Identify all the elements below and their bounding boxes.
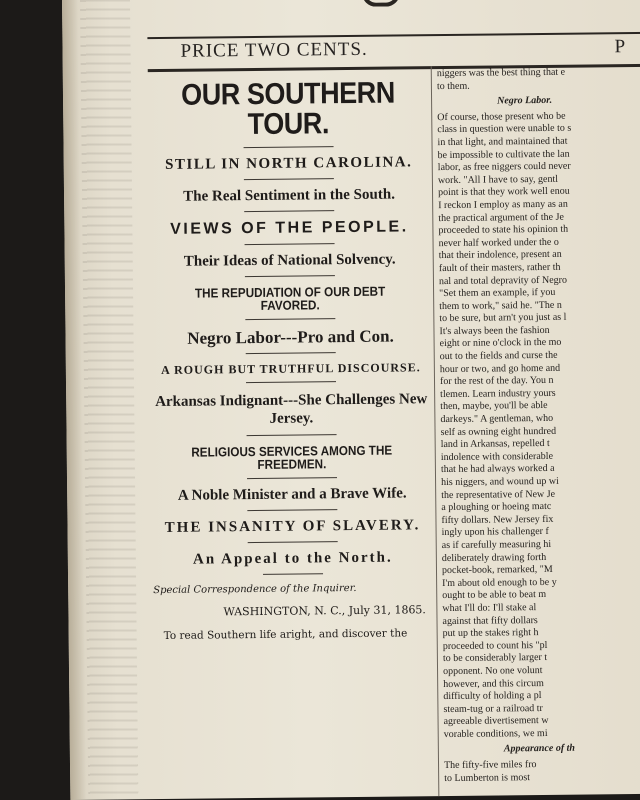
headline-main: OUR SOUTHERN TOUR.	[181, 76, 395, 142]
masthead-edge-text: P	[614, 36, 626, 58]
text-line: a ploughing or hoeing matc	[441, 501, 552, 514]
divider	[248, 541, 338, 543]
headline-deck: A Noble Minister and a Brave Wife.	[177, 485, 407, 504]
headline-deck: VIEWS OF THE PEOPLE.	[170, 218, 409, 238]
text-line: tlemen. Learn industry yours	[440, 387, 556, 400]
text-line: be impossible to cultivate the lan	[437, 148, 570, 161]
text-line: indolence with considerable	[440, 450, 554, 463]
text-line: self as owning eight hundred	[440, 425, 557, 438]
price-line: PRICE TWO CENTS.	[180, 38, 368, 62]
text-line: eight or nine o'clock in the mo	[439, 337, 562, 350]
divider	[247, 509, 337, 511]
divider	[244, 146, 334, 148]
text-line: deliberately drawing forth	[441, 551, 547, 564]
subhead: Appearance of th	[503, 743, 576, 755]
text-line: steam-tug or a railroad tr	[443, 702, 543, 715]
divider	[263, 573, 323, 575]
text-line: fault of their masters, rather th	[438, 261, 561, 274]
divider	[247, 434, 337, 436]
text-line: as if carefully measuring hi	[441, 538, 552, 552]
divider	[246, 381, 336, 383]
masthead-ornament	[362, 0, 400, 7]
text-line: put up the stakes right h	[442, 627, 539, 640]
text-line: vorable conditions, we mi	[443, 727, 548, 740]
text-line: niggers was the best thing that e	[436, 66, 566, 80]
text-line: to Lumberton is most	[444, 771, 531, 784]
text-line: proceeded to count his "pl	[442, 639, 548, 652]
headline-deck: THE REPUDIATION OF OUR DEBT FAVORED.	[194, 283, 386, 313]
text-line: ought to be able to beat m	[442, 589, 547, 602]
text-line: opponent. No one volunt	[442, 664, 543, 677]
text-line: out to the fields and curse the	[439, 349, 558, 363]
subhead: Negro Labor.	[497, 95, 553, 107]
article-opening: To read Southern life aright, and discover the	[163, 627, 408, 642]
text-line: to be sure, but arn't you just as l	[439, 312, 567, 325]
text-line: point is that they work well enou	[437, 186, 570, 199]
text-line: them to work," said he. "The n	[439, 299, 562, 312]
text-line: ingly upon his challenger f	[441, 526, 549, 539]
headline-deck: Negro Labor---Pro and Con.	[187, 326, 394, 348]
adjacent-page-bleed	[80, 0, 138, 800]
text-line: labor, as free niggers could never	[437, 160, 571, 174]
headline-deck: THE INSANITY OF SLAVERY.	[164, 517, 421, 536]
text-line: darkeys." A gentleman, who	[440, 412, 554, 426]
text-line: against that fifty dollars	[442, 614, 538, 627]
text-line: "Set them an example, if you	[439, 286, 556, 300]
headline-deck: A ROUGH BUT TRUTHFUL DISCOURSE.	[160, 360, 421, 377]
text-block	[444, 758, 640, 786]
text-line: nal and total depravity of Negro	[438, 274, 568, 287]
text-line: work. "All I have to say, gentl	[437, 173, 559, 186]
text-block	[437, 109, 640, 741]
text-line: I'm about old enough to be y	[442, 576, 557, 589]
divider	[244, 210, 334, 212]
headline-deck: An Appeal to the North.	[192, 549, 393, 568]
text-line: I reckon I employ as many as an	[438, 198, 568, 212]
text-line: proceeded to state his opinion th	[438, 223, 569, 237]
right-column-text	[437, 66, 640, 786]
text-line: Of course, those present who be	[437, 110, 566, 123]
text-line: that he had always worked a	[440, 463, 555, 476]
text-line: the representative of New Je	[441, 488, 556, 501]
newspaper-page	[62, 0, 640, 800]
headline-deck: Their Ideas of National Solvency.	[183, 251, 396, 270]
text-line: in that light, and maintained that	[437, 135, 568, 149]
divider	[245, 318, 335, 320]
divider	[244, 178, 334, 180]
text-line: difficulty of holding a pl	[443, 690, 542, 703]
text-line: to be considerably larger t	[442, 652, 548, 665]
headline-deck: Arkansas Indignant---She Challenges New Jersey.	[155, 391, 428, 427]
divider	[245, 243, 335, 245]
dateline: WASHINGTON, N. C., July 31, 1865.	[223, 603, 426, 619]
text-line: agreeable divertisement w	[443, 715, 549, 728]
headline-deck: The Real Sentiment in the South.	[183, 186, 395, 205]
text-block	[437, 66, 640, 94]
text-line: The fifty-five miles fro	[443, 759, 537, 772]
divider	[245, 275, 335, 277]
text-line: to them.	[436, 80, 470, 92]
headline-deck: STILL IN NORTH CAROLINA.	[165, 154, 413, 173]
text-line: for the rest of the day. You n	[439, 375, 554, 388]
text-line: the practical argument of the Je	[438, 211, 564, 224]
text-line: class in question were unable to s	[437, 123, 572, 136]
text-line: however, and this circum	[443, 677, 544, 690]
text-line: pocket-book, remarked, "M	[441, 564, 553, 577]
headline-column	[148, 78, 434, 654]
headline-deck: RELIGIOUS SERVICES AMONG THE FREEDMEN.	[191, 442, 393, 472]
text-line: land in Arkansas, repelled t	[440, 438, 550, 451]
text-line: fifty dollars. New Jersey fix	[441, 513, 554, 526]
text-line: his niggers, and wound up wi	[441, 475, 559, 489]
masthead-rule-top	[147, 32, 640, 39]
divider	[246, 352, 336, 354]
correspondence-credit: Special Correspondence of the Inquirer.	[153, 582, 357, 597]
text-line: never half worked under the o	[438, 236, 559, 249]
text-line: that their indolence, present an	[438, 249, 562, 262]
text-line: hour or two, and go home and	[439, 362, 561, 375]
text-line: then, maybe, you'll be able	[440, 400, 548, 413]
text-line: It's always been the fashion	[439, 324, 550, 337]
divider	[247, 477, 337, 479]
text-line: what I'll do: I'll stake al	[442, 602, 537, 614]
